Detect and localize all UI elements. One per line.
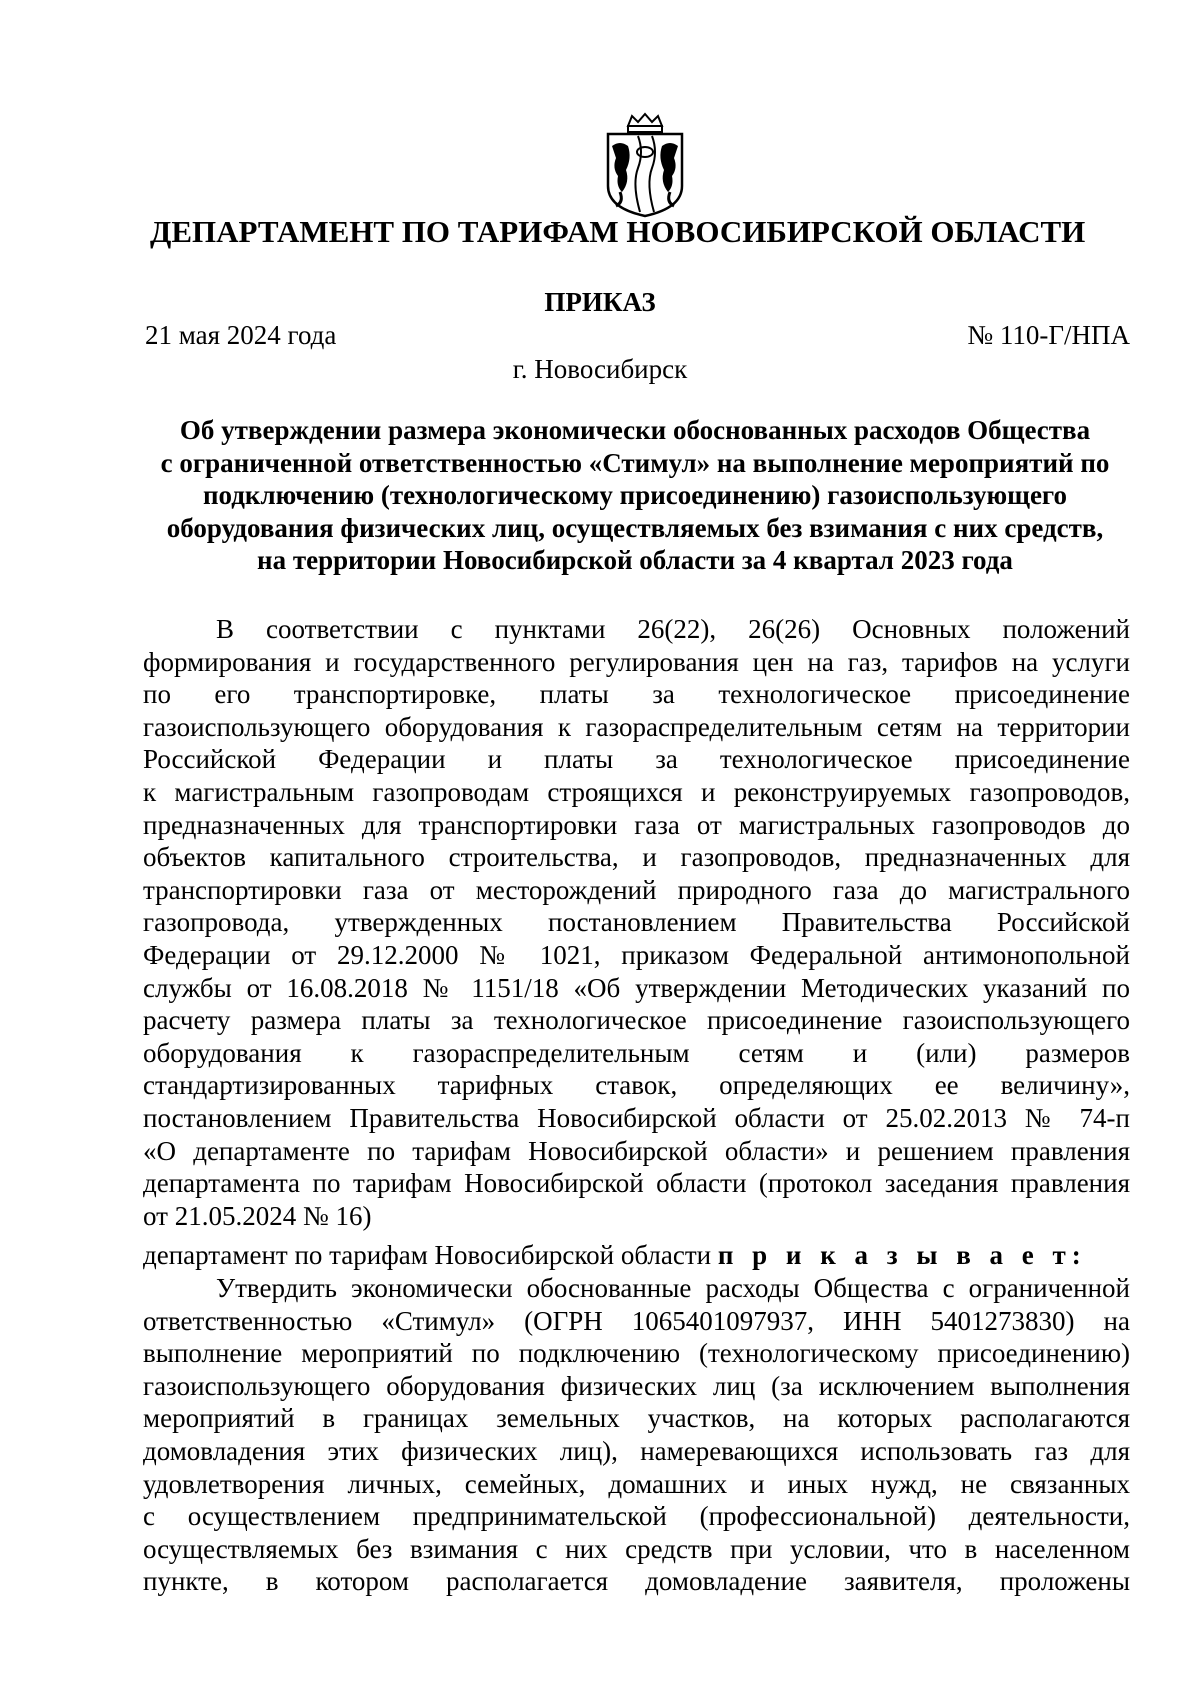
department-title: ДЕПАРТАМЕНТ ПО ТАРИФАМ НОВОСИБИРСКОЙ ОБЛАСТИ — [150, 214, 1086, 249]
text-line: газопровода, утвержденных постановлением Правительства Российской — [143, 907, 1130, 938]
order-city: г. Новосибирск — [512, 354, 688, 384]
text-line: службы от 16.08.2018 № 1151/18 «Об утверждении Методических указаний по — [143, 972, 1130, 1003]
text-line: объектов капитального строительства, и газопроводов, предназначенных для — [143, 842, 1130, 873]
order-number: № 110-Г/НПА — [967, 320, 1130, 350]
text-line: стандартизированных тарифных ставок, определяющих ее величину», — [143, 1070, 1130, 1101]
decree-verb: п р и к а з ы в а е т: — [717, 1240, 1087, 1270]
coat-of-arms-icon — [598, 112, 692, 220]
operative-paragraph — [143, 1272, 1130, 1598]
text-line: газоиспользующего оборудования к газораспределительным сетям на территории — [143, 711, 1130, 742]
preamble-paragraph — [143, 613, 1130, 1232]
decree-prefix: департамент по тарифам Новосибирской области — [143, 1240, 718, 1270]
text-line: выполнение мероприятий по подключению (технологическому присоединению) — [143, 1338, 1130, 1369]
order-title: ПРИКАЗ — [544, 287, 656, 317]
text-line: домовладения этих физических лиц), намеревающихся использовать газ для — [143, 1435, 1130, 1466]
text-line: Российской Федерации и платы за технологическое присоединение — [143, 744, 1130, 775]
text-line: Утвердить экономически обоснованные расходы Общества с ограниченной — [216, 1273, 1130, 1303]
text-line: к магистральным газопроводам строящихся и реконструируемых газопроводов, — [143, 776, 1130, 807]
text-line: удовлетворения личных, семейных, домашних и иных нужд, не связанных — [143, 1468, 1130, 1499]
subject-line: с ограниченной ответственностью «Стимул» на выполнение мероприятий по — [160, 447, 1110, 478]
text-line: ответственностью «Стимул» (ОГРН 1065401097937, ИНН 5401273830) на — [143, 1305, 1130, 1336]
text-line: «О департаменте по тарифам Новосибирской области» и решением правления — [143, 1135, 1130, 1166]
text-line: газоиспользующего оборудования физических лиц (за исключением выполнения — [143, 1370, 1130, 1401]
decree-line — [143, 1239, 1130, 1272]
text-line: формирования и государственного регулирования цен на газ, тарифов на услуги — [143, 646, 1130, 677]
text-line: осуществляемых без взимания с них средств при условии, что в населенном — [143, 1533, 1130, 1564]
text-line: мероприятий в границах земельных участков, на которых располагаются — [143, 1403, 1130, 1434]
text-line: В соответствии с пунктами 26(22), 26(26) Основных положений — [216, 614, 1130, 644]
text-line: постановлением Правительства Новосибирской области от 25.02.2013 № 74-п — [143, 1102, 1130, 1133]
text-line: Федерации от 29.12.2000 № 1021, приказом Федеральной антимонопольной — [143, 939, 1130, 970]
text-line: оборудования к газораспределительным сетям и (или) размеров — [143, 1037, 1130, 1068]
subject-line: оборудования физических лиц, осуществляемых без взимания с них средств, — [166, 512, 1104, 543]
order-date: 21 мая 2024 года — [145, 320, 337, 350]
text-line — [143, 1239, 1130, 1272]
text-line: от 21.05.2024 № 16) — [143, 1200, 372, 1231]
subject-line: на территории Новосибирской области за 4 квартал 2023 года — [257, 545, 1013, 575]
text-line: транспортировки газа от месторождений природного газа до магистрального — [143, 874, 1130, 905]
subject-line: Об утверждении размера экономически обоснованных расходов Общества — [179, 415, 1091, 445]
text-line: расчету размера платы за технологическое присоединение газоиспользующего — [143, 1005, 1130, 1036]
text-line: с осуществлением предпринимательской (профессиональной) деятельности, — [143, 1501, 1130, 1532]
order-subject — [140, 414, 1130, 577]
subject-line: подключению (технологическому присоединению) газоиспользующего — [202, 480, 1068, 510]
text-line: пункте, в котором располагается домовладение заявителя, проложены — [143, 1566, 1130, 1597]
text-line: по его транспортировке, платы за технологическое присоединение — [143, 679, 1130, 710]
text-line: предназначенных для транспортировки газа от магистральных газопроводов до — [143, 809, 1130, 840]
text-line: департамента по тарифам Новосибирской области (протокол заседания правления — [143, 1168, 1130, 1199]
